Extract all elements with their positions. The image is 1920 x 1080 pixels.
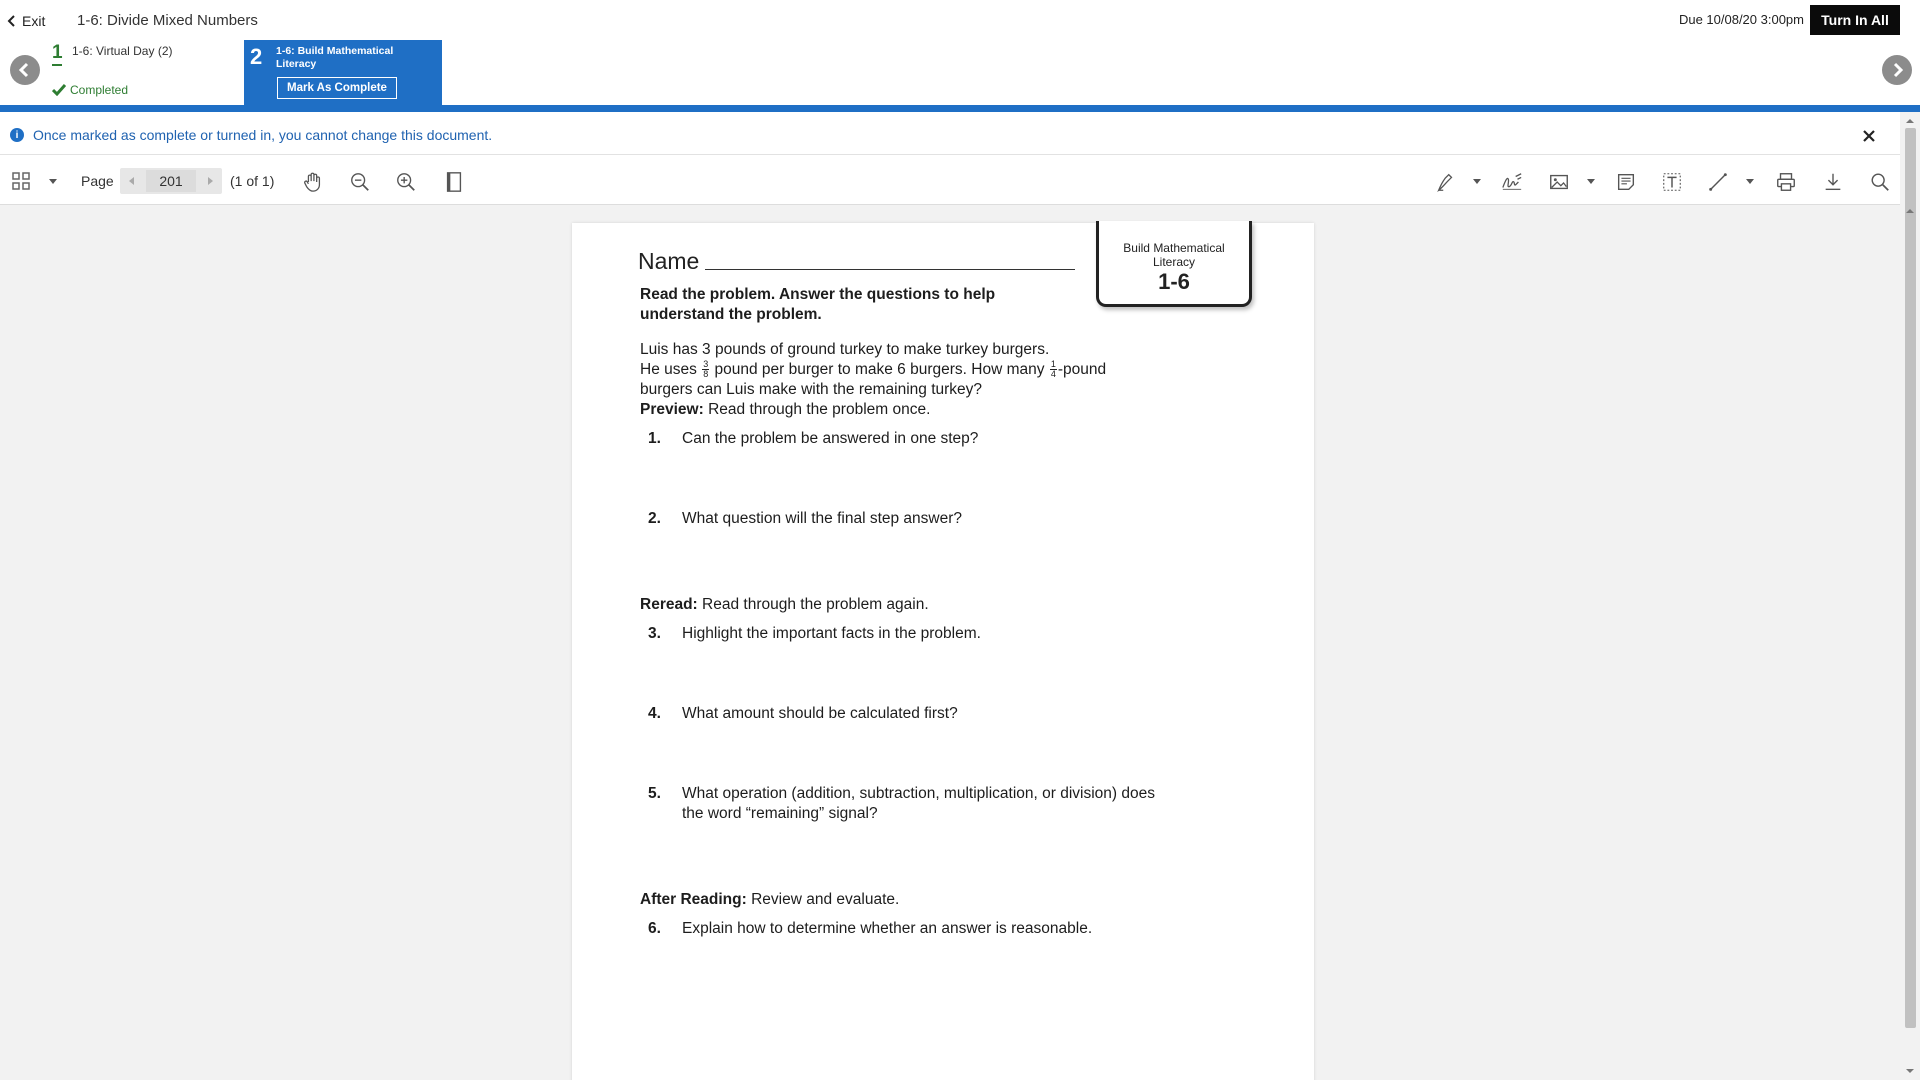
problem-text: He uses [640, 361, 697, 378]
question-number: 1. [648, 430, 661, 447]
zoom-in-icon [395, 171, 417, 193]
pen-tool-button[interactable] [1434, 170, 1458, 194]
chevron-left-icon [17, 62, 33, 78]
caret-left-icon [127, 176, 137, 186]
caret-down-icon [1584, 170, 1598, 192]
lesson-tag [1096, 221, 1252, 307]
previous-page-button[interactable] [120, 168, 144, 194]
question-number: 2. [648, 510, 661, 527]
search-button[interactable] [1868, 170, 1892, 194]
pdf-toolbar [0, 158, 1900, 205]
checkmark-icon [52, 84, 66, 96]
caret-up-icon [1903, 206, 1917, 216]
problem-line-3: burgers can Luis make with the remaining turkey? [640, 381, 983, 398]
caret-up-icon [1903, 116, 1917, 126]
word-problem [640, 340, 1120, 400]
problem-line-2 [640, 360, 1120, 380]
scroll-down-arrow[interactable] [1903, 1066, 1917, 1076]
section-heading: After Reading: [640, 891, 747, 908]
fraction [1050, 360, 1057, 379]
section-heading: Preview: [640, 401, 704, 418]
lesson-tag-line-2: Literacy [1152, 255, 1196, 269]
line-icon [1707, 171, 1729, 193]
reread-section [640, 596, 929, 614]
name-line [705, 269, 1075, 270]
text-box-button[interactable] [1660, 170, 1684, 194]
caret-down-icon [1470, 170, 1484, 192]
page-scrollbar-thumb[interactable] [1905, 128, 1916, 1028]
line-tool-button[interactable] [1706, 170, 1730, 194]
info-icon: i [10, 128, 24, 142]
fraction-numerator: 3 [703, 359, 709, 370]
name-label: Name [638, 248, 700, 274]
search-icon [1869, 171, 1891, 193]
download-icon [1822, 171, 1844, 193]
lesson-tag-line-1: Build Mathematical [1123, 241, 1225, 255]
scroll-up-arrow[interactable] [1903, 116, 1917, 126]
image-tool-button[interactable] [1547, 170, 1571, 194]
line-dropdown[interactable] [1743, 174, 1757, 188]
page-view-icon [443, 171, 465, 193]
previous-item-button[interactable] [10, 55, 40, 85]
page-navigator [120, 168, 222, 194]
notice-text: Once marked as complete or turned in, you cannot change this document. [33, 127, 493, 143]
fraction-denominator: 4 [1050, 369, 1056, 380]
fraction-denominator: 8 [703, 369, 709, 380]
fraction [702, 360, 709, 379]
note-icon [1615, 171, 1637, 193]
mark-as-complete-button[interactable]: Mark As Complete [277, 77, 397, 99]
question-text: What operation (addition, subtraction, multiplication, or division) does the word “remaining” signal? [682, 785, 1155, 822]
step-number: 2 [250, 44, 263, 69]
next-item-button[interactable] [1882, 55, 1912, 85]
print-icon [1775, 171, 1797, 193]
problem-text: -pound [1057, 361, 1107, 378]
problem-text: pound per burger to make 6 burgers. How many [714, 361, 1045, 378]
after-reading-section [640, 891, 899, 909]
question-text: What amount should be calculated first? [682, 705, 958, 722]
preview-section [640, 401, 930, 419]
note-tool-button[interactable] [1614, 170, 1638, 194]
problem-line-1: Luis has 3 pounds of ground turkey to make turkey burgers. [640, 341, 1050, 358]
image-dropdown[interactable] [1584, 174, 1598, 188]
step-number: 1 [52, 42, 63, 63]
text-box-icon [1661, 171, 1683, 193]
lesson-tag-number: 1-6 [1158, 269, 1190, 294]
question-text: What question will the final step answer? [682, 510, 963, 527]
next-page-button[interactable] [198, 168, 222, 194]
caret-right-icon [205, 176, 215, 186]
chevron-right-icon [1889, 62, 1905, 78]
zoom-in-button[interactable] [394, 170, 418, 194]
thumbnails-button[interactable] [10, 170, 32, 192]
lesson-tag-title [1099, 241, 1249, 269]
instructions: Read the problem. Answer the questions to help understand the problem. [640, 286, 996, 323]
step-label: 1-6: Virtual Day (2) [72, 44, 173, 58]
pen-dropdown[interactable] [1470, 174, 1484, 188]
pen-icon [1435, 171, 1457, 193]
document-viewer[interactable] [0, 205, 1900, 1080]
exit-button[interactable] [6, 10, 45, 32]
worksheet-page [572, 223, 1314, 1080]
thumbnails-icon [10, 170, 32, 192]
section-text: Review and evaluate. [751, 891, 900, 908]
page-view-button[interactable] [442, 170, 466, 194]
step-item-2[interactable] [244, 40, 442, 105]
document-title: 1-6: Divide Mixed Numbers [77, 12, 258, 29]
turn-in-all-button[interactable]: Turn In All [1810, 5, 1900, 35]
question-number: 4. [648, 705, 661, 722]
progress-bar [0, 105, 1920, 112]
hand-tool-icon [302, 171, 324, 193]
zoom-out-icon [349, 171, 371, 193]
download-button[interactable] [1821, 170, 1845, 194]
step-status-label: Completed [70, 83, 129, 97]
section-text: Read through the problem again. [702, 596, 929, 613]
image-icon [1548, 171, 1570, 193]
hand-tool-button[interactable] [301, 170, 325, 194]
close-icon [1863, 130, 1875, 142]
question-text: Explain how to determine whether an answer is reasonable. [682, 920, 1093, 937]
thumbnails-dropdown[interactable] [46, 174, 60, 188]
signature-button[interactable] [1500, 170, 1524, 194]
caret-down-icon [46, 170, 60, 192]
page-count: (1 of 1) [230, 173, 275, 189]
fraction-numerator: 1 [1050, 359, 1056, 370]
page-label: Page [81, 173, 114, 189]
exit-label: Exit [22, 13, 46, 29]
step-item-1[interactable] [48, 40, 238, 102]
signature-icon [1501, 171, 1523, 193]
section-text: Read through the problem once. [708, 401, 931, 418]
caret-down-icon [1743, 170, 1757, 192]
due-date: Due 10/08/20 3:00pm [1678, 12, 1804, 27]
question-number: 3. [648, 625, 661, 642]
step-number-underline [52, 64, 62, 66]
question-number: 5. [648, 785, 661, 802]
zoom-out-button[interactable] [348, 170, 372, 194]
question-text: Highlight the important facts in the problem. [682, 625, 981, 642]
notice-banner [0, 118, 1900, 155]
step-status [52, 83, 128, 97]
question-text: Can the problem be answered in one step? [682, 430, 979, 447]
page-number-input[interactable] [146, 170, 196, 192]
caret-down-icon [1903, 1066, 1917, 1076]
chevron-left-icon [6, 15, 18, 27]
print-button[interactable] [1774, 170, 1798, 194]
step-label: 1-6: Build Mathematical Literacy [276, 45, 394, 70]
section-heading: Reread: [640, 596, 698, 613]
close-notice-button[interactable] [1860, 127, 1878, 145]
viewer-scroll-up-arrow[interactable] [1903, 206, 1917, 216]
question-number: 6. [648, 920, 661, 937]
